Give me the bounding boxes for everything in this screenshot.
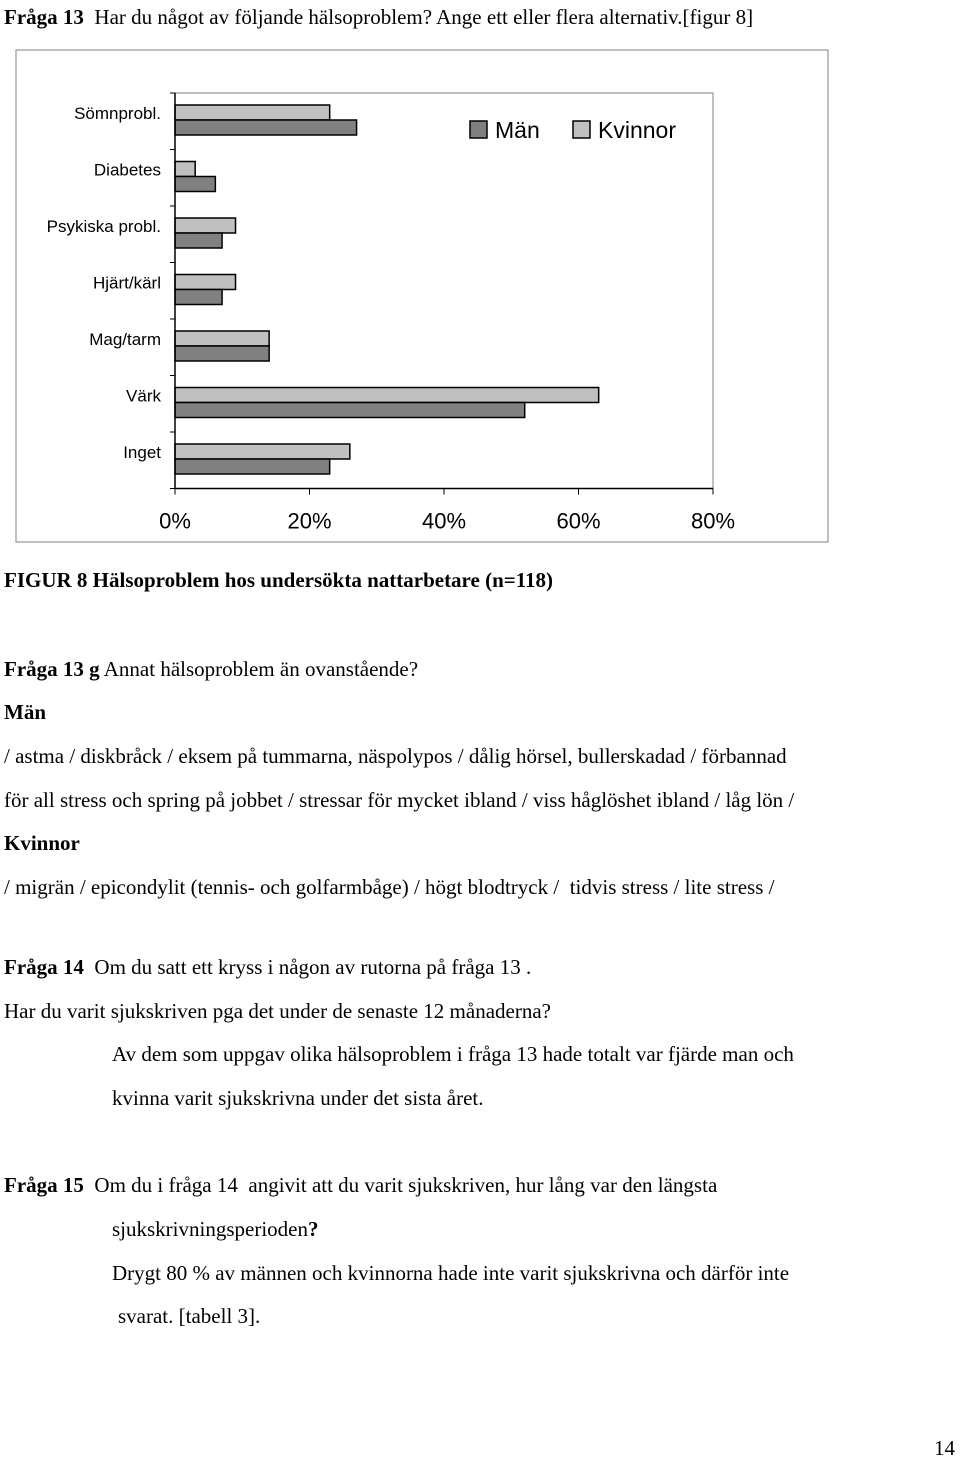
x-tick-label: 80% [690, 508, 736, 534]
category-label: Inget [123, 443, 161, 462]
question-14-header [4, 955, 531, 979]
question-14-label: Fråga 14 [4, 955, 84, 979]
women-answers-line-1: / migrän / epicondylit (tennis- och golfarmbåge) / högt blodtryck / tidvis stress / lite stress / [4, 875, 775, 899]
question-15-line-2-text: sjukskrivningsperioden [112, 1217, 308, 1241]
chart-frame [16, 50, 828, 542]
category-label: Psykiska probl. [46, 217, 161, 236]
legend-swatch [470, 121, 487, 138]
x-tick-label: 0% [159, 508, 191, 534]
bar-kvinna [175, 218, 236, 233]
bar-man [175, 177, 215, 192]
question-15-label: Fråga 15 [4, 1173, 84, 1197]
bar-man [175, 403, 525, 418]
figure-caption: FIGUR 8 Hälsoproblem hos undersökta nattarbetare (n=118) [4, 568, 554, 592]
question-15-header [4, 1173, 717, 1197]
page-number: 14 [934, 1436, 955, 1460]
bar-man [175, 120, 357, 135]
category-label: Värk [126, 386, 161, 406]
question-15-text: Om du i fråga 14 angivit att du varit sjukskriven, hur lång var den längsta [94, 1173, 718, 1197]
question-13-label: Fråga 13 [4, 5, 84, 29]
bar-kvinna [175, 162, 195, 177]
category-label: Diabetes [93, 160, 161, 180]
question-13g-label: Fråga 13 g [4, 657, 100, 681]
question-13-text: Har du något av följande hälsoproblem? Ange ett eller flera alternativ.[figur 8] [94, 5, 754, 29]
question-13-header [4, 5, 753, 29]
legend-label: Män [495, 117, 540, 143]
question-15-line-2 [112, 1217, 318, 1241]
question-15-answer-line-1: Drygt 80 % av männen och kvinnorna hade inte varit sjukskrivna och därför inte [112, 1261, 790, 1285]
category-label: Hjärt/kärl [92, 273, 161, 293]
men-answers-line-2: för all stress och spring på jobbet / stressar för mycket ibland / viss håglöshet ibland / låg lön / [4, 788, 795, 812]
health-problems-chart [0, 40, 960, 550]
question-15-question-mark: ? [307, 1217, 319, 1241]
men-heading: Män [4, 700, 46, 724]
x-tick-label: 20% [287, 508, 332, 534]
women-heading: Kvinnor [4, 831, 80, 855]
bar-kvinna [175, 331, 269, 346]
x-tick-label: 60% [556, 508, 601, 534]
x-tick-label: 40% [421, 508, 467, 534]
question-14-text: Om du satt ett kryss i någon av rutorna på fråga 13 . [94, 955, 532, 979]
bar-kvinna [175, 275, 236, 290]
question-14-line-2: Har du varit sjukskriven pga det under de senaste 12 månaderna? [4, 999, 551, 1023]
bar-man [175, 290, 222, 305]
question-13g-text: Annat hälsoproblem än ovanstående? [103, 657, 419, 681]
category-label: Mag/tarm [89, 330, 161, 349]
bar-kvinna [175, 444, 350, 459]
men-answers-line-1: / astma / diskbråck / eksem på tummarna, näspolypos / dålig hörsel, bullerskadad / förbannad [4, 744, 787, 768]
bar-kvinna [175, 105, 330, 120]
bar-man [175, 459, 330, 474]
bar-kvinna [175, 388, 599, 403]
bar-man [175, 346, 269, 361]
bar-man [175, 233, 222, 248]
question-14-answer-line-1: Av dem som uppgav olika hälsoproblem i fråga 13 hade totalt var fjärde man och [112, 1042, 794, 1066]
legend-swatch [573, 121, 590, 138]
category-label: Sömnprobl. [74, 104, 161, 123]
question-14-answer-line-2: kvinna varit sjukskrivna under det sista året. [112, 1086, 484, 1110]
legend-label: Kvinnor [598, 117, 676, 143]
question-15-answer-line-2: svarat. [tabell 3]. [118, 1304, 261, 1328]
question-13g-header [4, 657, 418, 681]
